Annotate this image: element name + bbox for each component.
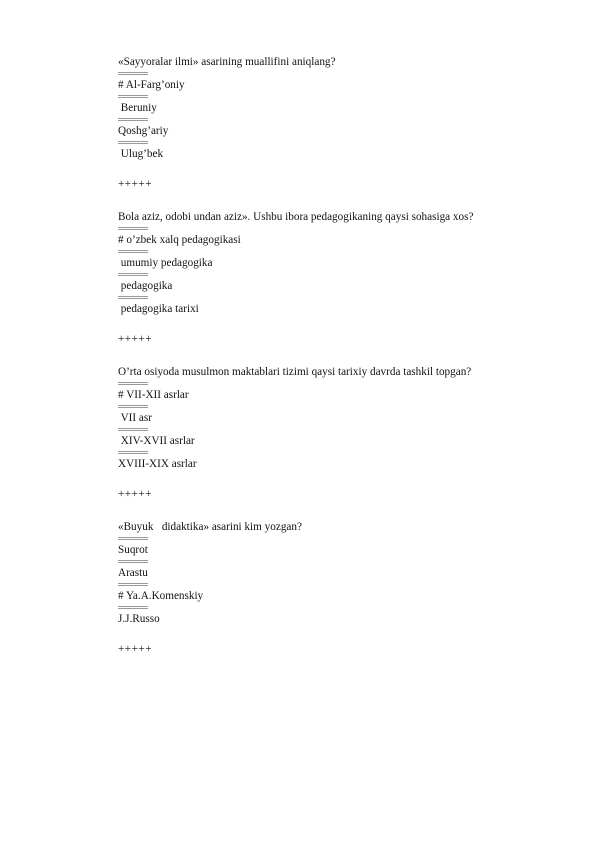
answer-option: # o’zbek xalq pedagogikasi <box>118 234 241 246</box>
separator-line <box>118 293 148 302</box>
answer-option: Arastu <box>118 567 148 579</box>
question-text: Bola aziz, odobi undan aziz». Ushbu ibora pedagogikaning qaysi sohasiga xos? <box>118 211 474 223</box>
answer-option: # Ya.A.Komenskiy <box>118 590 204 602</box>
question-block-1 <box>118 55 558 191</box>
separator-line <box>118 425 148 434</box>
answer-option: XVIII-XIX asrlar <box>118 458 197 470</box>
separator-line <box>118 448 148 457</box>
end-marker: +++++ <box>118 178 153 190</box>
end-marker: +++++ <box>118 488 153 500</box>
document-page <box>118 55 558 675</box>
end-marker: +++++ <box>118 333 153 345</box>
answer-option: umumiy pedagogika <box>118 257 213 269</box>
answer-option: Beruniy <box>118 102 157 114</box>
answer-option: Suqrot <box>118 544 148 556</box>
end-marker: +++++ <box>118 643 153 655</box>
answer-option: Ulug’bek <box>118 148 164 160</box>
question-text: O’rta osiyoda musulmon maktablari tizimi qaysi tarixiy davrda tashkil topgan? <box>118 366 472 378</box>
separator-line <box>118 580 148 589</box>
answer-option: J.J.Russo <box>118 613 160 625</box>
question-text: «Sayyoralar ilmi» asarining muallifini aniqlang? <box>118 56 336 68</box>
separator-line <box>118 557 148 566</box>
separator-line <box>118 270 148 279</box>
separator-line <box>118 138 148 147</box>
question-block-3 <box>118 365 558 501</box>
separator-line <box>118 115 148 124</box>
separator-line <box>118 402 148 411</box>
separator-line <box>118 92 148 101</box>
answer-option: XIV-XVII asrlar <box>118 435 195 447</box>
separator-line <box>118 69 148 78</box>
separator-line <box>118 379 148 388</box>
separator-line <box>118 603 148 612</box>
answer-option: VII asr <box>118 412 152 424</box>
question-text: «Buyuk didaktika» asarini kim yozgan? <box>118 521 302 533</box>
answer-option: Qoshg’ariy <box>118 125 169 137</box>
question-block-2 <box>118 210 558 346</box>
separator-line <box>118 534 148 543</box>
answer-option: # VII-XII asrlar <box>118 389 189 401</box>
answer-option: pedagogika tarixi <box>118 303 199 315</box>
separator-line <box>118 224 148 233</box>
answer-option: pedagogika <box>118 280 173 292</box>
separator-line <box>118 247 148 256</box>
answer-option: # Al-Farg’oniy <box>118 79 185 91</box>
question-block-4 <box>118 520 558 656</box>
